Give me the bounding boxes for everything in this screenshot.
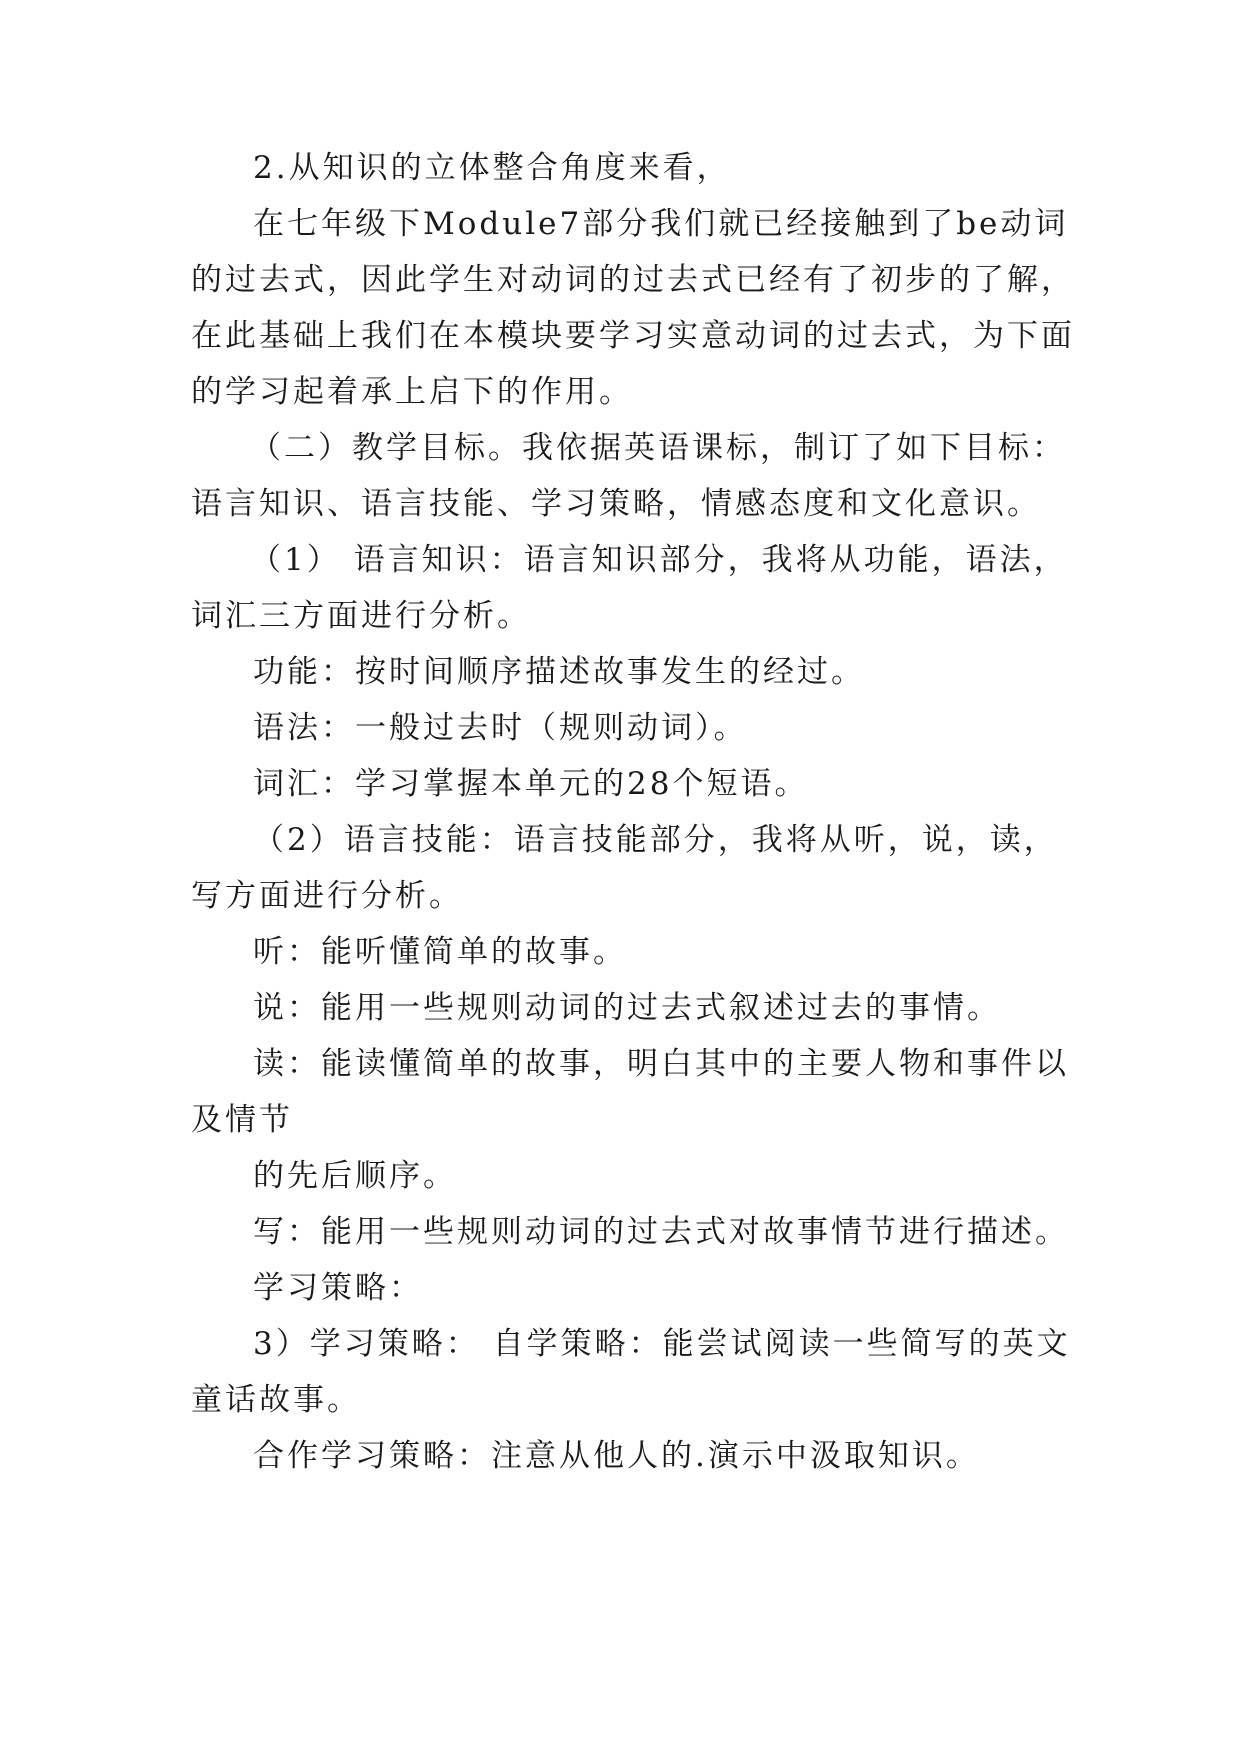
paragraph-line: （1） 语言知识：语言知识部分，我将从功能，语法， [250, 542, 1068, 578]
paragraph-line: 语法：一般过去时（规则动词）。 [253, 710, 748, 746]
paragraph-line: 写：能用一些规则动词的过去式对故事情节进行描述。 [253, 1214, 1069, 1250]
paragraph-line: 的学习起着承上启下的作用。 [191, 374, 633, 410]
paragraph-line: 听：能听懂简单的故事。 [253, 934, 627, 970]
paragraph-line: （2）语言技能：语言技能部分，我将从听，说，读， [253, 822, 1058, 858]
paragraph-line: 的先后顺序。 [253, 1158, 457, 1194]
paragraph-line: 在七年级下Module7部分我们就已经接触到了be动词 [253, 206, 1069, 242]
paragraph-line: 学习策略： [253, 1270, 423, 1306]
paragraph-line: 读：能读懂简单的故事，明白其中的主要人物和事件以 [253, 1046, 1069, 1082]
paragraph-line: 词汇：学习掌握本单元的28个短语。 [253, 766, 809, 802]
paragraph-line: 语言知识、语言技能、学习策略，情感态度和文化意识。 [191, 486, 1041, 522]
paragraph-line: 合作学习策略：注意从他人的.演示中汲取知识。 [253, 1438, 980, 1474]
paragraph-line: 写方面进行分析。 [191, 878, 463, 914]
paragraph-line: 的过去式，因此学生对动词的过去式已经有了初步的了解， [191, 262, 1075, 298]
paragraph-line: 功能：按时间顺序描述故事发生的经过。 [253, 654, 865, 690]
paragraph-line: 2.从知识的立体整合角度来看， [253, 150, 731, 186]
paragraph-line: 3）学习策略： 自学策略：能尝试阅读一些简写的英文 [253, 1326, 1071, 1362]
paragraph-line: 童话故事。 [191, 1382, 361, 1418]
paragraph-line: 词汇三方面进行分析。 [191, 598, 531, 634]
paragraph-line: 说：能用一些规则动词的过去式叙述过去的事情。 [253, 990, 1001, 1026]
paragraph-line: 在此基础上我们在本模块要学习实意动词的过去式，为下面 [191, 318, 1075, 354]
paragraph-line: 及情节 [191, 1102, 293, 1138]
paragraph-line: （二）教学目标。我依据英语课标，制订了如下目标： [250, 430, 1066, 466]
